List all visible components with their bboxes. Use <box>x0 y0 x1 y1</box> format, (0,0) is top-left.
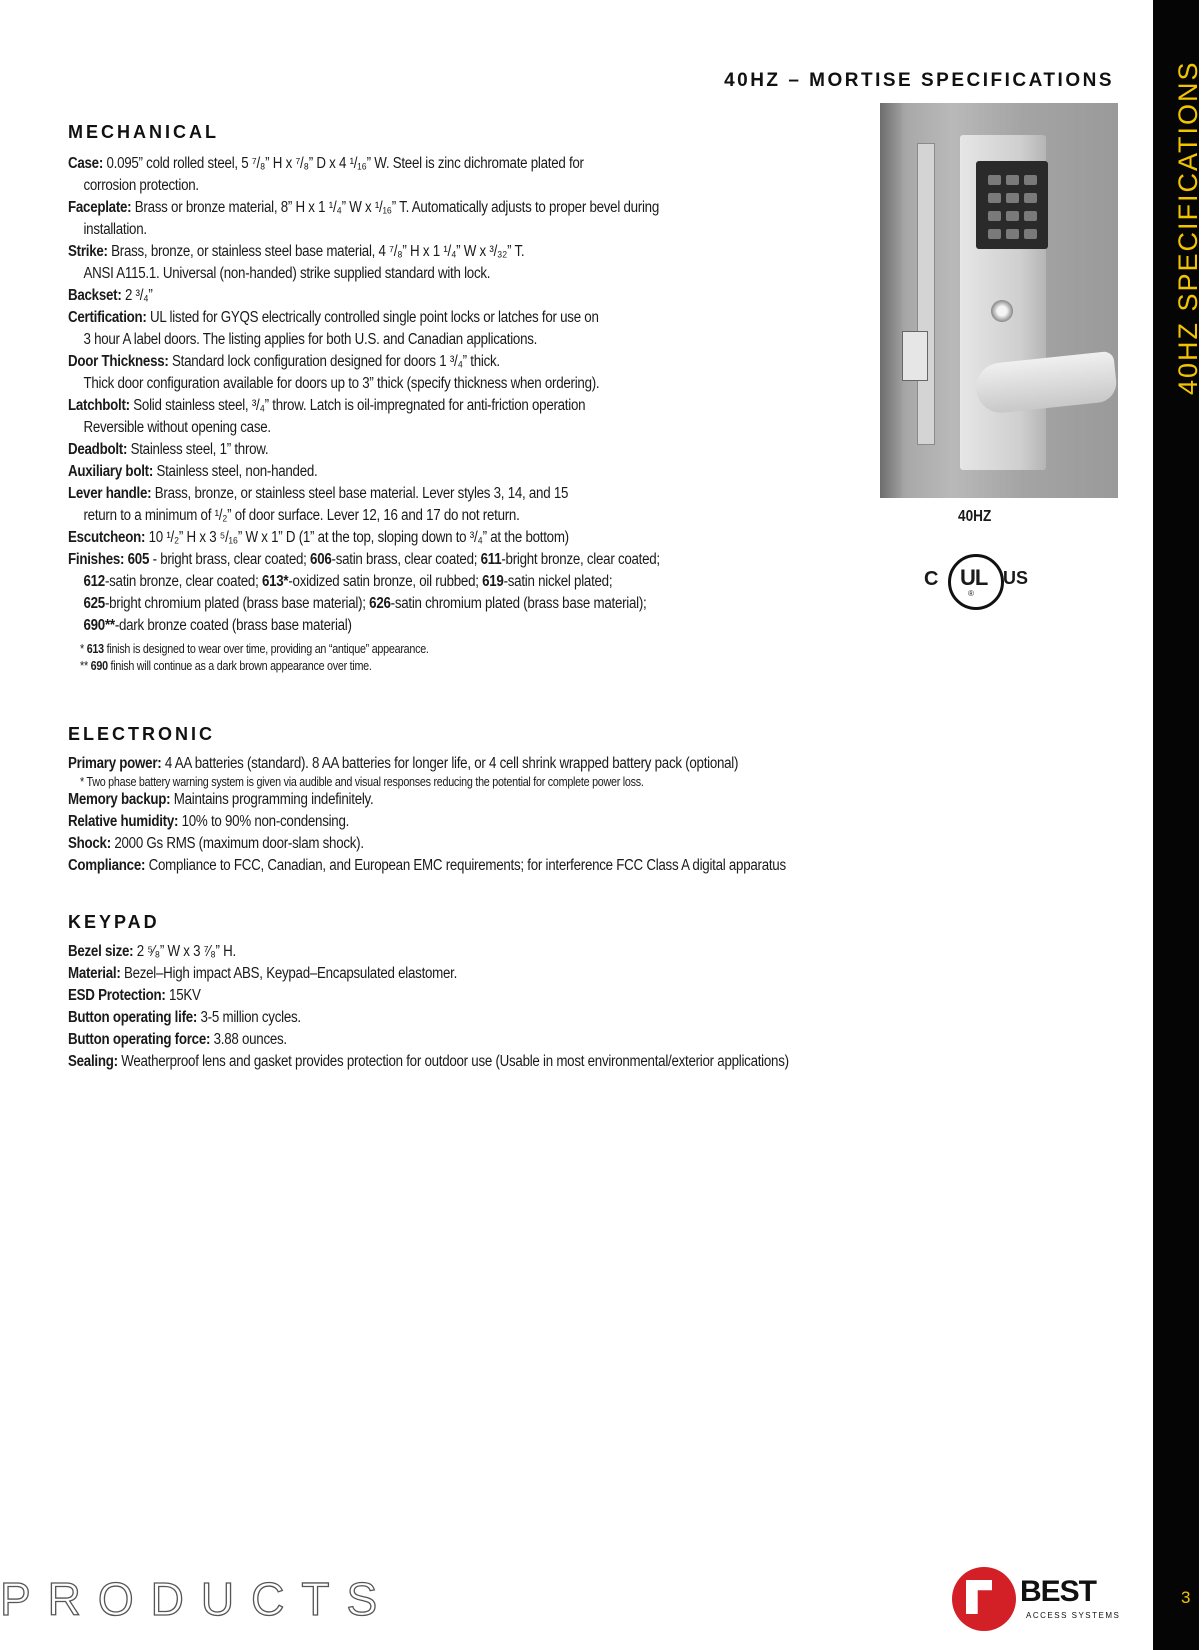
spec-mech-4: Certification: UL listed for GYQS electrically controlled single point locks or latches for use on <box>68 309 599 326</box>
spec-mech-9: Lever handle: Brass, bronze, or stainless steel base material. Lever styles 3, 14, and 15 <box>68 485 569 502</box>
spec-keypad-3: Button operating life: 3-5 million cycles. <box>68 1009 301 1026</box>
spec-mech-6-cont: Reversible without opening case. <box>83 419 271 436</box>
mechanical-specs <box>68 153 971 675</box>
spec-mech-5-cont: Thick door configuration available for doors up to 3” thick (specify thickness when ordering). <box>83 375 600 392</box>
electronic-specs <box>68 753 971 877</box>
battery-note: * Two phase battery warning system is given via audible and visual responses reducing the potential for complete power loss. <box>80 775 644 789</box>
spec-keypad-1: Material: Bezel–High impact ABS, Keypad–Encapsulated elastomer. <box>68 965 458 982</box>
spec-mech-1: Faceplate: Brass or bronze material, 8” H x 1 ¹/₄” W x ¹/₁₆” T. Automatically adjusts to proper bevel during <box>68 199 659 216</box>
spec-elec-0: Memory backup: Maintains programming indefinitely. <box>68 791 374 808</box>
spec-elec-1: Relative humidity: 10% to 90% non-condensing. <box>68 813 350 830</box>
electronic-heading: ELECTRONIC <box>68 724 215 744</box>
finish-note-1: ** 690 finish will continue as a dark brown appearance over time. <box>80 659 372 673</box>
spec-keypad-4: Button operating force: 3.88 ounces. <box>68 1031 287 1048</box>
spec-keypad-5: Sealing: Weatherproof lens and gasket provides protection for outdoor use (Usable in most environmental/exterior applications) <box>68 1053 789 1070</box>
spec-keypad-0: Bezel size: 2 ⁵⁄₈” W x 3 ⁷⁄₈” H. <box>68 943 236 960</box>
spec-mech-9-cont: return to a minimum of ¹/₂” of door surface. Lever 12, 16 and 17 do not return. <box>83 507 520 524</box>
finishes-line-1: 612-satin bronze, clear coated; 613*-oxidized satin bronze, oil rubbed; 619-satin nickel plated; <box>83 573 613 590</box>
sidebar-title: 40HZ SPECIFICATIONS <box>1173 60 1203 395</box>
page-title: 40HZ – MORTISE SPECIFICATIONS <box>724 70 1114 91</box>
spec-mech-10: Escutcheon: 10 ¹/₂” H x 3 ⁵/₁₆” W x 1” D (1” at the top, sloping down to ³/₄” at the bottom) <box>68 529 569 546</box>
spec-mech-8: Auxiliary bolt: Stainless steel, non-handed. <box>68 463 318 480</box>
spec-mech-2-cont: ANSI A115.1. Universal (non-handed) strike supplied standard with lock. <box>83 265 491 282</box>
ul-listed-icon: C UL ® US <box>920 552 1030 612</box>
spec-mech-1-cont: installation. <box>83 221 147 238</box>
spec-elec-3: Compliance: Compliance to FCC, Canadian, and European EMC requirements; for interference FCC Class A digital apparatus <box>68 857 786 874</box>
finishes-line-2: 625-bright chromium plated (brass base material); 626-satin chromium plated (brass base material); <box>83 595 647 612</box>
finishes-line-3: 690**-dark bronze coated (brass base material) <box>83 617 352 634</box>
keypad-heading: KEYPAD <box>68 912 160 932</box>
spec-elec-2: Shock: 2000 Gs RMS (maximum door-slam shock). <box>68 835 364 852</box>
spec-mech-2: Strike: Brass, bronze, or stainless steel base material, 4 ⁷/₈” H x 1 ¹/₄” W x ³/₃₂” T. <box>68 243 525 260</box>
spec-mech-7: Deadbolt: Stainless steel, 1” throw. <box>68 441 269 458</box>
page-number: 3 <box>1181 1588 1191 1607</box>
best-logo: BEST ACCESS SYSTEMS <box>952 1567 1122 1633</box>
spec-keypad-2: ESD Protection: 15KV <box>68 987 201 1004</box>
finishes-line-0: Finishes: 605 - bright brass, clear coated; 606-satin brass, clear coated; 611-bright bronze, clear coated; <box>68 551 660 568</box>
lock-product-photo <box>880 103 1118 498</box>
mechanical-heading: MECHANICAL <box>68 122 219 142</box>
finish-note-0: * 613 finish is designed to wear over time, providing an “antique” appearance. <box>80 642 429 656</box>
photo-caption: 40HZ <box>958 508 992 525</box>
spec-mech-4-cont: 3 hour A label doors. The listing applies for both U.S. and Canadian applications. <box>83 331 538 348</box>
spec-mech-0: Case: 0.095” cold rolled steel, 5 ⁷/₈” H x ⁷/₈” D x 4 ¹/₁₆” W. Steel is zinc dichromate plated for <box>68 155 584 172</box>
spec-mech-3: Backset: 2 ³/₄” <box>68 287 153 304</box>
keypad-specs <box>68 941 971 1073</box>
footer-products-wordmark: PRODUCTS <box>0 1573 395 1625</box>
spec-mech-6: Latchbolt: Solid stainless steel, ³/₄” throw. Latch is oil-impregnated for anti-friction operation <box>68 397 586 414</box>
spec-primary-power: Primary power: 4 AA batteries (standard). 8 AA batteries for longer life, or 4 cell shrink wrapped battery pack (optional) <box>68 755 739 772</box>
spec-mech-0-cont: corrosion protection. <box>83 177 199 194</box>
spec-mech-5: Door Thickness: Standard lock configuration designed for doors 1 ³/₄” thick. <box>68 353 500 370</box>
